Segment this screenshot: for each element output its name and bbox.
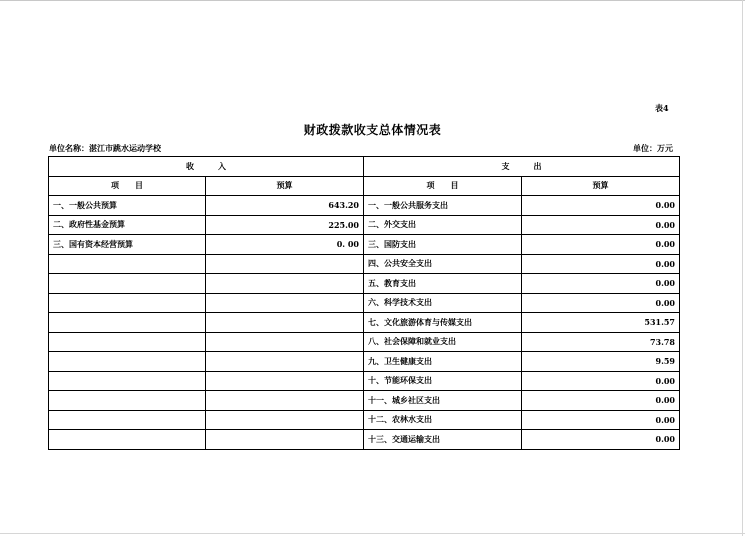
income-value-cell: 225.00 <box>206 215 364 235</box>
expense-budget-header: 预算 <box>522 176 680 196</box>
unit-label: 单位：万元 <box>633 143 673 153</box>
income-budget-header: 预算 <box>206 176 364 196</box>
table-row <box>49 254 680 274</box>
budget-table <box>48 156 680 450</box>
income-item-header: 项 目 <box>49 176 206 196</box>
income-item-cell <box>49 352 206 372</box>
table-row <box>49 274 680 294</box>
expense-value-cell: 0.00 <box>522 293 680 313</box>
income-item-cell <box>49 391 206 411</box>
income-item-cell <box>49 274 206 294</box>
expense-item-cell: 七、文化旅游体育与传媒支出 <box>364 313 522 333</box>
table-row <box>49 391 680 411</box>
income-value-cell: 643.20 <box>206 196 364 216</box>
expense-value-cell: 9.59 <box>522 352 680 372</box>
expense-item-cell: 一、一般公共服务支出 <box>364 196 522 216</box>
unit-name: 单位名称：湛江市跳水运动学校 <box>49 143 161 153</box>
page-edge-bottom <box>0 533 745 534</box>
income-item-cell <box>49 254 206 274</box>
expense-item-cell: 十三、交通运输支出 <box>364 430 522 450</box>
income-value-cell <box>206 293 364 313</box>
table-row <box>49 430 680 450</box>
income-item-cell <box>49 332 206 352</box>
table-number: 表4 <box>655 103 669 113</box>
expense-value-cell: 0.00 <box>522 196 680 216</box>
expense-item-cell: 二、外交支出 <box>364 215 522 235</box>
income-value-cell <box>206 332 364 352</box>
table-row <box>49 410 680 430</box>
expense-item-cell: 九、卫生健康支出 <box>364 352 522 372</box>
page-edge-right <box>742 0 743 536</box>
income-value-cell <box>206 352 364 372</box>
table-row <box>49 196 680 216</box>
table-row <box>49 235 680 255</box>
expense-item-cell: 十一、城乡社区支出 <box>364 391 522 411</box>
income-item-cell: 三、国有资本经营预算 <box>49 235 206 255</box>
expense-value-cell: 0.00 <box>522 235 680 255</box>
expense-item-cell: 三、国防支出 <box>364 235 522 255</box>
income-item-cell <box>49 371 206 391</box>
income-value-cell: 0. 00 <box>206 235 364 255</box>
table-row <box>49 215 680 235</box>
table-row <box>49 371 680 391</box>
table-row <box>49 293 680 313</box>
expense-value-cell: 0.00 <box>522 215 680 235</box>
section-header-row <box>49 157 680 177</box>
expense-item-cell: 四、公共安全支出 <box>364 254 522 274</box>
expense-value-cell: 73.78 <box>522 332 680 352</box>
expense-value-cell: 531.57 <box>522 313 680 333</box>
expense-value-cell: 0.00 <box>522 410 680 430</box>
income-header: 收 入 <box>49 157 364 177</box>
income-item-cell: 二、政府性基金预算 <box>49 215 206 235</box>
income-value-cell <box>206 371 364 391</box>
expense-value-cell: 0.00 <box>522 371 680 391</box>
income-value-cell <box>206 410 364 430</box>
document-title: 财政拨款收支总体情况表 <box>303 123 442 137</box>
expense-header: 支 出 <box>364 157 680 177</box>
expense-item-cell: 十、节能环保支出 <box>364 371 522 391</box>
expense-item-cell: 八、社会保障和就业支出 <box>364 332 522 352</box>
expense-item-cell: 六、科学技术支出 <box>364 293 522 313</box>
expense-value-cell: 0.00 <box>522 254 680 274</box>
table-row <box>49 352 680 372</box>
table-row <box>49 332 680 352</box>
table-row <box>49 313 680 333</box>
income-item-cell <box>49 410 206 430</box>
expense-value-cell: 0.00 <box>522 430 680 450</box>
expense-item-cell: 十二、农林水支出 <box>364 410 522 430</box>
column-header-row <box>49 176 680 196</box>
income-item-cell <box>49 430 206 450</box>
income-value-cell <box>206 391 364 411</box>
income-value-cell <box>206 274 364 294</box>
income-value-cell <box>206 430 364 450</box>
expense-value-cell: 0.00 <box>522 274 680 294</box>
income-item-cell: 一、一般公共预算 <box>49 196 206 216</box>
budget-table-body <box>49 157 680 450</box>
income-item-cell <box>49 293 206 313</box>
income-value-cell <box>206 313 364 333</box>
expense-value-cell: 0.00 <box>522 391 680 411</box>
income-item-cell <box>49 313 206 333</box>
expense-item-header: 项 目 <box>364 176 522 196</box>
income-value-cell <box>206 254 364 274</box>
expense-item-cell: 五、教育支出 <box>364 274 522 294</box>
page-edge-top <box>0 0 745 1</box>
